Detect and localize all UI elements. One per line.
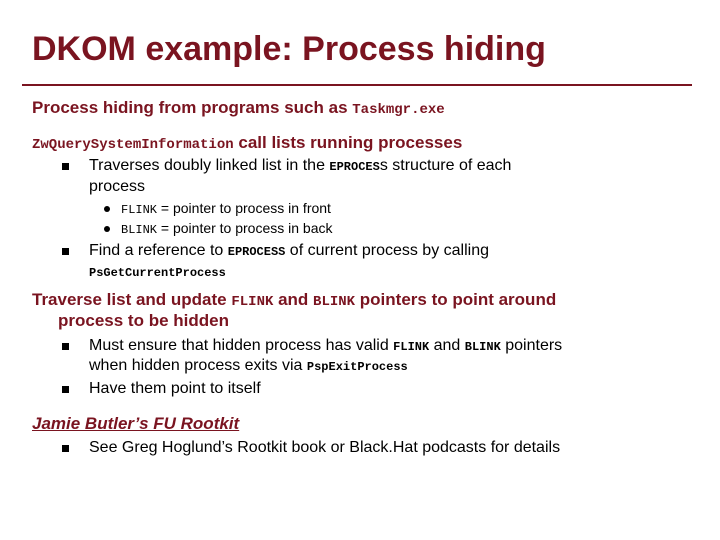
round-bullet bbox=[104, 206, 110, 212]
bullet-point-itself: Have them point to itself bbox=[89, 380, 261, 397]
code-taskmgr: Taskmgr.exe bbox=[352, 102, 445, 118]
paragraph-text: Process hiding from programs such as bbox=[32, 98, 353, 117]
paragraph-text: call lists running processes bbox=[233, 133, 463, 152]
bullet-see-hoglund: See Greg Hoglund’s Rootkit book or Black.Hat podcasts for details bbox=[89, 439, 561, 456]
square-bullet bbox=[62, 386, 69, 393]
square-bullet bbox=[62, 343, 69, 350]
square-bullet bbox=[62, 163, 69, 170]
bullet-find-reference bbox=[89, 242, 489, 260]
code-blink: BLINK bbox=[464, 340, 501, 354]
square-bullet bbox=[62, 248, 69, 255]
bullet-traverses bbox=[89, 157, 511, 175]
subbullet-blink bbox=[121, 220, 333, 237]
slide-title: DKOM example: Process hiding bbox=[32, 30, 546, 68]
bullet-continuation bbox=[89, 357, 408, 375]
bullet-continuation bbox=[89, 263, 226, 281]
bullet-text: pointers bbox=[500, 337, 563, 354]
bullet-text: Find a reference to bbox=[89, 242, 228, 259]
bullet-must-ensure bbox=[89, 337, 562, 355]
bullet-text: of current process by calling bbox=[285, 242, 490, 259]
code-eprocess: EPROCES bbox=[329, 160, 380, 174]
bullet-text: Traverses doubly linked list in the bbox=[89, 157, 330, 174]
subbullet-text: = pointer to process in front bbox=[157, 200, 331, 216]
bullet-text: Must ensure that hidden process has valid bbox=[89, 337, 394, 354]
code-flink: FLINK bbox=[231, 294, 274, 310]
bullet-text: and bbox=[429, 337, 465, 354]
paragraph-continuation: process to be hidden bbox=[58, 311, 229, 330]
code-zwquerysysteminformation: ZwQuerySystemInformation bbox=[32, 137, 234, 153]
title-divider bbox=[22, 84, 692, 86]
bullet-text: s structure of each bbox=[379, 157, 512, 174]
bullet-continuation: process bbox=[89, 178, 146, 195]
paragraph-fu-rootkit bbox=[32, 414, 239, 434]
code-psgetcurrentprocess: PsGetCurrentProcess bbox=[89, 266, 226, 280]
code-pspexitprocess: PspExitProcess bbox=[306, 360, 408, 374]
code-flink: FLINK bbox=[393, 340, 430, 354]
code-blink: BLINK bbox=[121, 223, 158, 237]
code-eprocess: EPROCESS bbox=[227, 245, 286, 259]
paragraph-traverse bbox=[32, 290, 556, 310]
code-flink: FLINK bbox=[121, 203, 158, 217]
paragraph-text: and bbox=[273, 290, 314, 309]
code-blink: BLINK bbox=[313, 294, 356, 310]
subbullet-text: = pointer to process in back bbox=[157, 220, 333, 236]
paragraph-text: Jamie Butler’s FU Rootkit bbox=[32, 414, 240, 433]
paragraph-zwquery bbox=[32, 133, 462, 153]
subbullet-flink bbox=[121, 200, 331, 217]
round-bullet bbox=[104, 226, 110, 232]
paragraph-text: pointers to point around bbox=[355, 290, 557, 309]
bullet-text: when hidden process exits via bbox=[89, 357, 307, 374]
paragraph-text: Traverse list and update bbox=[32, 290, 232, 309]
square-bullet bbox=[62, 445, 69, 452]
paragraph-process-hiding bbox=[32, 98, 445, 118]
